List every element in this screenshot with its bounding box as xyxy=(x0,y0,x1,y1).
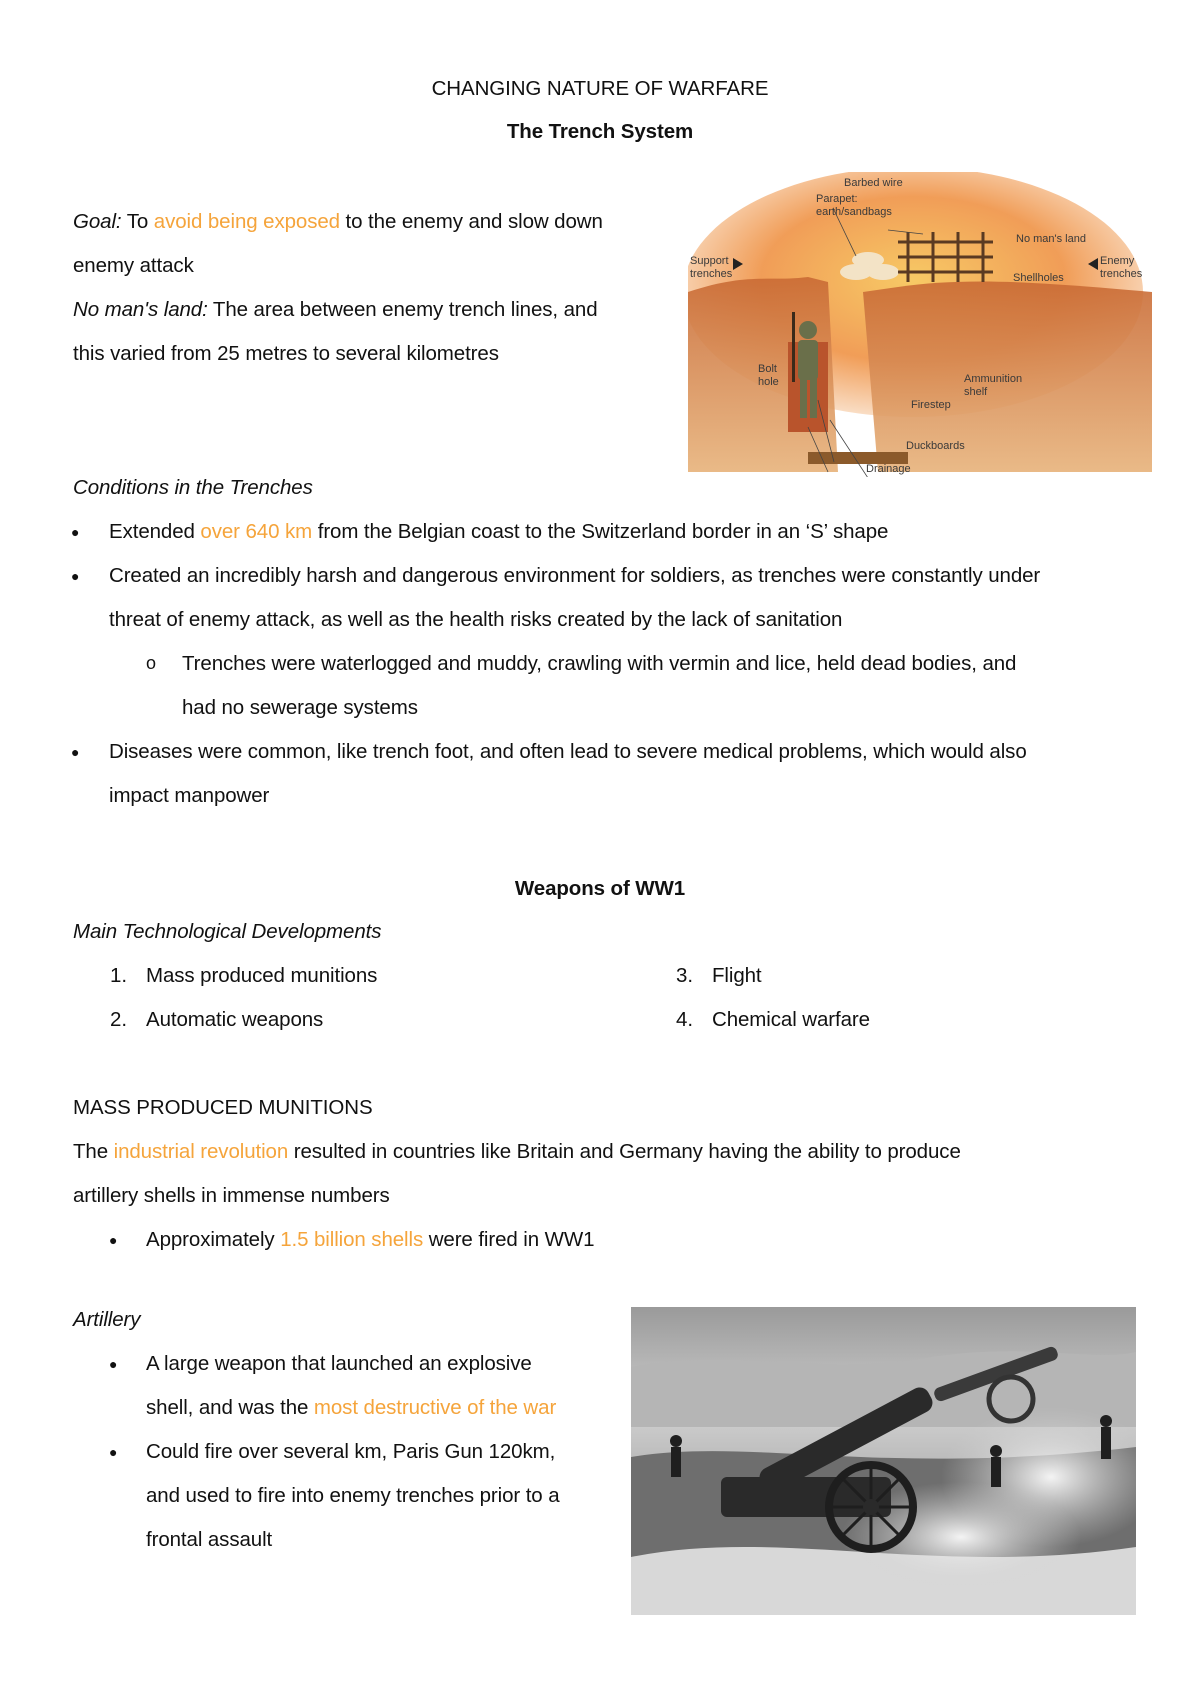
bullet-dot: ● xyxy=(71,524,80,540)
bullet-dot: ● xyxy=(109,1232,118,1248)
conditions-bullet-2-line-2: threat of enemy attack, as well as the health risks created by the lack of sanitation xyxy=(109,608,843,631)
label-enemy-2: trenches xyxy=(1100,268,1143,280)
cond-b1-pre: Extended xyxy=(109,520,201,543)
label-bolt-2: hole xyxy=(758,376,779,388)
artillery-b1-highlight: most destructive of the war xyxy=(313,1396,557,1419)
munitions-p-post: resulted in countries like Britain and Germany having the ability to produce xyxy=(288,1140,961,1163)
list-number: 4. xyxy=(676,1008,694,1031)
label-parapet-2: earth/sandbags xyxy=(816,206,892,218)
label-shellholes: Shellholes xyxy=(1013,272,1064,284)
conditions-bullet-2: Created an incredibly harsh and dangerous environment for soldiers, as trenches were constantly under xyxy=(109,564,1041,587)
label-no-mans-land: No man's land xyxy=(1016,233,1086,245)
list-number: 1. xyxy=(110,964,128,987)
bullet-circle: o xyxy=(146,653,157,673)
munitions-heading: MASS PRODUCED MUNITIONS xyxy=(73,1096,373,1119)
bullet-dot: ● xyxy=(71,568,80,584)
munitions-paragraph xyxy=(73,1140,961,1164)
trench-diagram xyxy=(688,172,1152,477)
munitions-p-pre: The xyxy=(73,1140,114,1163)
weapons-heading: Weapons of WW1 xyxy=(514,877,686,900)
artillery-bullet-2-line-2: and used to fire into enemy trenches prior to a xyxy=(146,1484,560,1507)
label-support-2: trenches xyxy=(690,268,733,280)
artillery-heading: Artillery xyxy=(73,1308,141,1331)
goal-post: to the enemy and slow down xyxy=(339,210,603,233)
label-barbed-wire: Barbed wire xyxy=(844,177,903,189)
label-duckboards: Duckboards xyxy=(906,440,965,452)
list-number: 3. xyxy=(676,964,694,987)
conditions-bullet-1 xyxy=(109,520,888,544)
weapon-item-1: Mass produced munitions xyxy=(146,964,378,987)
goal-pre: To xyxy=(121,210,154,233)
artillery-bullet-1: A large weapon that launched an explosive xyxy=(146,1352,532,1375)
label-parapet: Parapet: xyxy=(816,193,858,205)
no-mans-land-text: The area between enemy trench lines, and xyxy=(207,298,598,321)
label-drainage: Drainage xyxy=(866,463,911,475)
conditions-heading: Conditions in the Trenches xyxy=(73,476,313,499)
weapon-item-2: Automatic weapons xyxy=(146,1008,324,1031)
goal-line xyxy=(73,210,603,234)
munitions-p-highlight: industrial revolution xyxy=(113,1140,289,1163)
page-subtitle: The Trench System xyxy=(506,120,694,143)
conditions-sub-bullet-line-2: had no sewerage systems xyxy=(182,696,418,719)
weapon-item-3: Flight xyxy=(712,964,762,987)
artillery-bullet-1-line-2 xyxy=(146,1396,556,1420)
munitions-b-post: were fired in WW1 xyxy=(423,1228,595,1251)
list-number: 2. xyxy=(110,1008,128,1031)
label-ammunition-2: shelf xyxy=(964,386,988,398)
goal-highlight: avoid being exposed xyxy=(153,210,340,233)
artillery-b1-pre: shell, and was the xyxy=(146,1396,314,1419)
no-mans-land-line xyxy=(73,298,598,322)
label-enemy: Enemy xyxy=(1100,255,1135,267)
munitions-b-highlight: 1.5 billion shells xyxy=(280,1228,424,1251)
cond-b1-post: from the Belgian coast to the Switzerland border in an ‘S’ shape xyxy=(312,520,889,543)
bullet-dot: ● xyxy=(109,1444,118,1460)
page-title: CHANGING NATURE OF WARFARE xyxy=(431,77,769,100)
goal-label: Goal: xyxy=(73,210,122,233)
bullet-dot: ● xyxy=(109,1356,118,1372)
conditions-bullet-3-line-2: impact manpower xyxy=(109,784,270,807)
label-firestep: Firestep xyxy=(911,399,951,411)
weapon-item-4: Chemical warfare xyxy=(712,1008,870,1031)
label-ammunition: Ammunition xyxy=(964,373,1023,385)
artillery-bullet-2: Could fire over several km, Paris Gun 120km, xyxy=(146,1440,556,1463)
conditions-sub-bullet: Trenches were waterlogged and muddy, crawling with vermin and lice, held dead bodies, and xyxy=(182,652,1017,675)
cond-b1-highlight: over 640 km xyxy=(200,520,313,543)
bullet-dot: ● xyxy=(71,744,80,760)
label-support: Support xyxy=(690,255,729,267)
no-mans-land-line-2: this varied from 25 metres to several kilometres xyxy=(73,342,499,365)
goal-line-2: enemy attack xyxy=(73,254,194,277)
no-mans-land-label: No man's land: xyxy=(73,298,208,321)
weapons-subheading: Main Technological Developments xyxy=(73,920,382,943)
artillery-photo xyxy=(631,1307,1136,1615)
artillery-bullet-2-line-3: frontal assault xyxy=(146,1528,273,1551)
munitions-paragraph-line-2: artillery shells in immense numbers xyxy=(73,1184,390,1207)
label-bolt: Bolt xyxy=(758,363,777,375)
munitions-bullet xyxy=(146,1228,594,1252)
conditions-bullet-3: Diseases were common, like trench foot, and often lead to severe medical problems, which would also xyxy=(109,740,1027,763)
munitions-b-pre: Approximately xyxy=(146,1228,281,1251)
